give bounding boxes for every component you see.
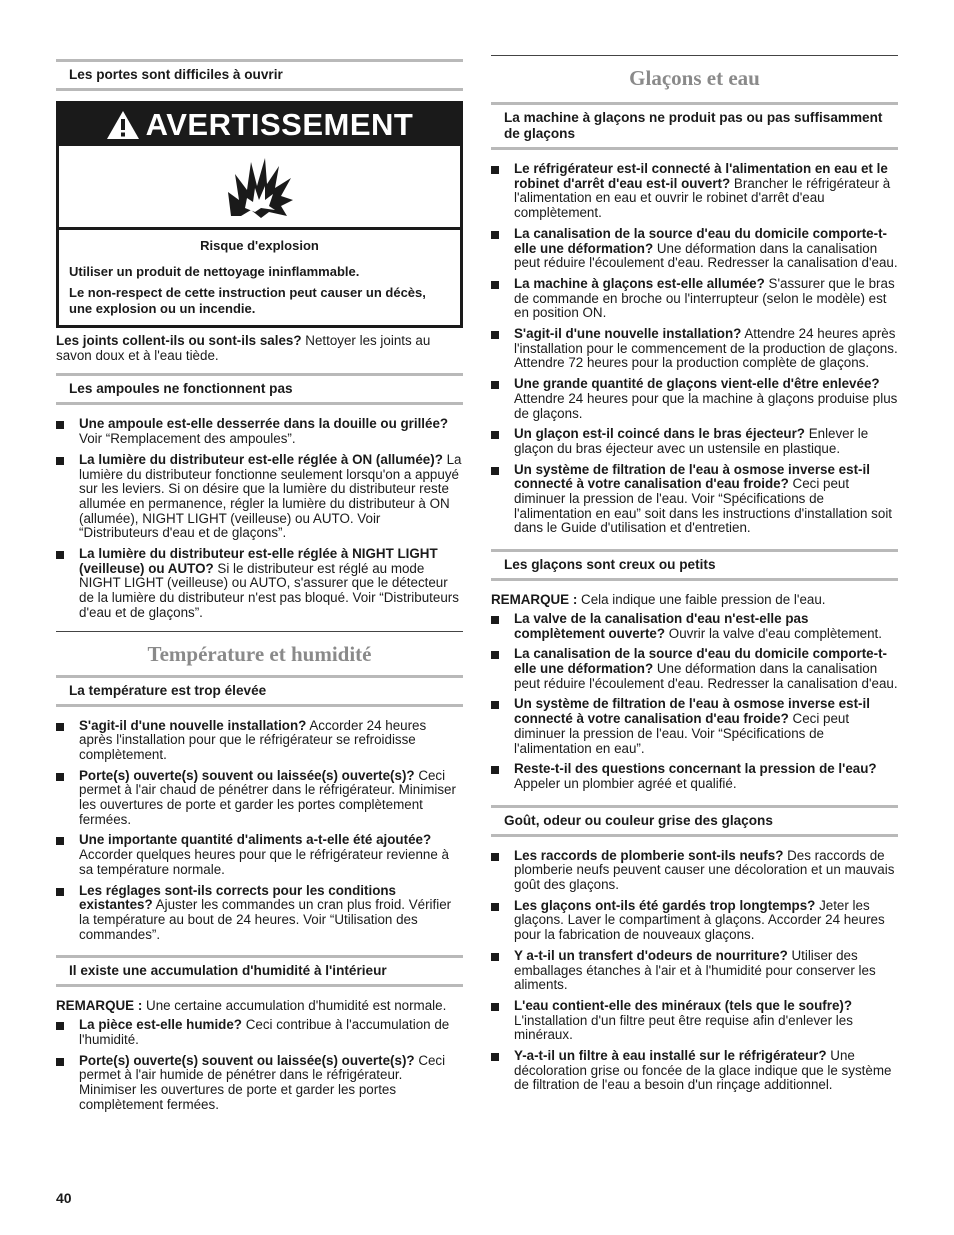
heading-hollow-ice: Les glaçons sont creux ou petits (491, 549, 898, 581)
bullet-icon (56, 888, 64, 896)
item-question: Y a-t-il un transfert d'odeurs de nourriture? (514, 947, 788, 963)
item-answer: Ceci peut diminuer la pression de l'eau. Voir “Spécifications de l'alimentation en eau” soit dans les instructions d'installation soit dans le Guide d'utilisation et d'entretien. (514, 476, 893, 536)
bullet-icon (56, 773, 64, 781)
item-question: Le réfrigérateur est-il connecté à l'alimentation en eau et le robinet d'arrêt d'eau est-il ouvert? (514, 161, 888, 191)
item-answer: Si le distributeur est réglé au mode NIGHT LIGHT (veilleuse) ou AUTO, s'assurer que le détecteur de la lumière du distributeur n'est pas bloqué. Voir “Distributeurs d'eau et de glaçons”. (79, 560, 459, 620)
right-column (491, 55, 898, 1093)
bullet-icon (491, 701, 499, 709)
list-item (491, 377, 898, 421)
bullet-icon (491, 616, 499, 624)
warning-title: AVERTISSEMENT (145, 107, 414, 142)
item-answer: Ouvrir la valve d'eau complètement. (665, 625, 882, 641)
list-item (491, 762, 898, 791)
bullet-icon (56, 1058, 64, 1066)
item-answer: Ceci peut diminuer la pression de l'eau. Voir “Spécifications de l'alimentation en eau”. (514, 711, 850, 756)
item-answer: La lumière du distributeur fonctionne seulement lorsqu'on a appuyé sur les leviers. Si on désire que la lumière du distributeur reste allumée en permanence, régler la lumière du distributeur à ON (allumée), NIGHT LIGHT (veilleuse) ou AUTO. Voir “Distributeurs d'eau et de glaçons”. (79, 451, 462, 541)
bullet-icon (491, 953, 499, 961)
note-text: Une certaine accumulation d'humidité est normale. (142, 998, 447, 1014)
item-question: Un système de filtration de l'eau à osmose inverse est-il connecté à votre canalisation d'eau froide? (514, 696, 870, 727)
seals-answer: Nettoyer les joints au savon doux et à l'eau tiède. (56, 333, 431, 363)
explosion-icon (225, 156, 295, 218)
heading-ice-machine: La machine à glaçons ne produit pas ou pas suffisamment de glaçons (491, 102, 898, 150)
item-answer: Appeler un plombier agréé et qualifié. (514, 775, 737, 791)
humidity-note (56, 999, 463, 1014)
item-question: Porte(s) ouverte(s) souvent ou laissée(s) ouverte(s)? (79, 767, 415, 783)
item-answer: Accorder quelques heures pour que le réfrigérateur revienne à sa température normale. (79, 847, 449, 877)
item-question: La valve de la canalisation d'eau n'est-elle pas complètement ouverte? (514, 610, 809, 641)
list-item (491, 999, 898, 1043)
item-answer: Une décoloration grise ou foncée de la glace indique que le système de filtration de l'eau a besoin d'un rinçage additionnel. (514, 1048, 892, 1093)
note-label: REMARQUE : (491, 592, 578, 608)
list-item (491, 327, 898, 371)
item-question: La pièce est-elle humide? (79, 1017, 242, 1033)
bullet-icon (491, 281, 499, 289)
bullet-icon (491, 1053, 499, 1061)
item-answer: Ceci contribue à l'accumulation de l'humidité. (79, 1017, 450, 1047)
item-answer: Une déformation dans la canalisation peut réduire l'écoulement d'eau. Redresser la canalisation d'eau. (514, 240, 898, 271)
list-item (56, 453, 463, 541)
bullet-icon (491, 467, 499, 475)
item-question: La machine à glaçons est-elle allumée? (514, 275, 765, 291)
item-answer: S'assurer que le bras de commande en broche ou l'interrupteur (selon le modèle) est en position ON. (514, 275, 895, 321)
item-answer: Jeter les glaçons. Laver le compartiment à glaçons. Accorder 24 heures pour la fabrication de nouveaux glaçons. (514, 897, 885, 943)
item-answer: L'installation d'un filtre peut être requise afin d'enlever les minéraux. (514, 1012, 853, 1043)
hollow-list (491, 612, 898, 792)
section-title-ice: Glaçons et eau (491, 55, 898, 102)
item-answer: Ceci permet à l'air chaud de pénétrer dans le réfrigérateur. Minimiser les ouvertures de porte et garder les portes complètement fermées. (79, 767, 456, 827)
list-item (56, 1054, 463, 1113)
bullet-icon (491, 331, 499, 339)
item-question: La canalisation de la source d'eau du domicile comporte-t-elle une déformation? (514, 646, 887, 676)
list-item (491, 463, 898, 537)
list-item (56, 417, 463, 446)
bullet-icon (491, 166, 499, 174)
item-answer: Voir “Remplacement des ampoules”. (79, 431, 296, 447)
list-item (491, 1049, 898, 1093)
list-item (491, 647, 898, 691)
seals-question: Les joints collent-ils ou sont-ils sales? (56, 333, 302, 348)
left-column (56, 59, 463, 1112)
humidity-list (56, 1018, 463, 1112)
item-answer: Des raccords de plomberie neufs peuvent causer une décoloration et un mauvais goût des glaçons. (514, 847, 895, 893)
list-item (491, 612, 898, 641)
item-question: Une ampoule est-elle desserrée dans la douille ou grillée? (79, 416, 449, 432)
section-title-temperature: Température et humidité (56, 631, 463, 675)
list-item (56, 719, 463, 763)
warning-line-2: Le non-respect de cette instruction peut causer un décès, une explosion ou un incendie. (69, 285, 426, 316)
item-answer: Attendre 24 heures pour que la machine à glaçons produise plus de glaçons. (514, 390, 898, 421)
bullet-icon (491, 1003, 499, 1011)
list-item (491, 949, 898, 993)
bullet-icon (56, 1022, 64, 1030)
item-answer: Accorder 24 heures après l'installation pour que le réfrigérateur se refroidisse complètement. (79, 717, 427, 762)
item-question: S'agit-il d'une nouvelle installation? (79, 717, 307, 733)
item-answer: Une déformation dans la canalisation peut réduire l'écoulement d'eau. Redresser la canalisation d'eau. (514, 660, 898, 691)
item-question: L'eau contient-elle des minéraux (tels que le soufre)? (514, 997, 853, 1013)
ice-machine-list (491, 162, 898, 536)
bullet-icon (56, 457, 64, 465)
list-item (56, 1018, 463, 1047)
warning-header (59, 104, 460, 146)
page-number: 40 (56, 1190, 72, 1206)
list-item (491, 427, 898, 456)
warning-triangle-icon (106, 110, 140, 140)
list-item (491, 227, 898, 271)
heading-doors: Les portes sont difficiles à ouvrir (56, 59, 463, 91)
warning-symbol-area (59, 146, 460, 230)
item-answer: Enlever le glaçon du bras éjecteur avec un ustensile en plastique. (514, 426, 869, 456)
bullet-icon (491, 431, 499, 439)
note-text: Cela indique une faible pression de l'eau. (577, 592, 826, 608)
bullet-icon (56, 723, 64, 731)
list-item (56, 884, 463, 943)
bullet-icon (56, 837, 64, 845)
list-item (491, 697, 898, 756)
taste-list (491, 849, 898, 1094)
list-item (56, 833, 463, 877)
bullet-icon (491, 231, 499, 239)
warning-line-1: Utiliser un produit de nettoyage ininflammable. (69, 264, 360, 279)
item-question: Un système de filtration de l'eau à osmose inverse est-il connecté à votre canalisation d'eau froide? (514, 461, 870, 492)
list-item (491, 277, 898, 321)
item-question: Les glaçons ont-ils été gardés trop longtemps? (514, 897, 816, 913)
temperature-list (56, 719, 463, 943)
item-question: La lumière du distributeur est-elle réglée à NIGHT LIGHT (veilleuse) ou AUTO? (79, 546, 438, 576)
list-item (56, 547, 463, 621)
warning-box (56, 101, 463, 328)
bullet-icon (491, 381, 499, 389)
item-answer: Ajuster les commandes un cran plus froid. Vérifier la température au bout de 24 heures. Voir “Utilisation des commandes”. (79, 897, 452, 942)
item-question: Reste-t-il des questions concernant la pression de l'eau? (514, 761, 877, 777)
bullet-icon (56, 551, 64, 559)
item-answer: Attendre 24 heures après l'installation pour le commencement de la production de glaçons. Attendre 72 heures pour la production complète de glaçons. (514, 326, 898, 371)
item-question: Une importante quantité d'aliments a-t-elle été ajoutée? (79, 832, 432, 848)
bullet-icon (491, 651, 499, 659)
item-answer: Utiliser des emballages étanches à l'air et à l'humidité pour conserver les aliments. (514, 947, 876, 993)
list-item (56, 769, 463, 828)
bullet-icon (491, 853, 499, 861)
heading-taste: Goût, odeur ou couleur grise des glaçons (491, 805, 898, 837)
item-question: Les réglages sont-ils corrects pour les conditions existantes? (79, 882, 396, 913)
item-answer: Ceci permet à l'air humide de pénétrer dans le réfrigérateur. Minimiser les ouvertures de porte et garder les portes complètement fermées. (79, 1052, 446, 1112)
heading-humidity: Il existe une accumulation d'humidité à l'intérieur (56, 955, 463, 987)
warning-body (59, 230, 460, 325)
heading-temperature: La température est trop élevée (56, 675, 463, 707)
hollow-note (491, 593, 898, 608)
item-question: S'agit-il d'une nouvelle installation? (514, 326, 742, 342)
item-question: Une grande quantité de glaçons vient-elle d'être enlevée? (514, 376, 880, 392)
warning-risk: Risque d'explosion (200, 238, 319, 253)
bullet-icon (491, 766, 499, 774)
item-question: Les raccords de plomberie sont-ils neufs? (514, 847, 784, 863)
list-item (491, 849, 898, 893)
bulbs-list (56, 417, 463, 620)
item-answer: Brancher le réfrigérateur à l'alimentation en eau et ouvrir le robinet d'arrêt d'eau complètement. (514, 175, 891, 221)
bullet-icon (56, 421, 64, 429)
item-question: Un glaçon est-il coincé dans le bras éjecteur? (514, 426, 805, 442)
seals-paragraph (56, 334, 463, 363)
item-question: Porte(s) ouverte(s) souvent ou laissée(s) ouverte(s)? (79, 1052, 415, 1068)
bullet-icon (491, 903, 499, 911)
item-question: La lumière du distributeur est-elle réglée à ON (allumée)? (79, 451, 443, 467)
item-question: La canalisation de la source d'eau du domicile comporte-t-elle une déformation? (514, 225, 887, 256)
note-label: REMARQUE : (56, 998, 143, 1014)
list-item (491, 899, 898, 943)
item-question: Y-a-t-il un filtre à eau installé sur le réfrigérateur? (514, 1048, 827, 1064)
list-item (491, 162, 898, 221)
heading-bulbs: Les ampoules ne fonctionnent pas (56, 373, 463, 405)
